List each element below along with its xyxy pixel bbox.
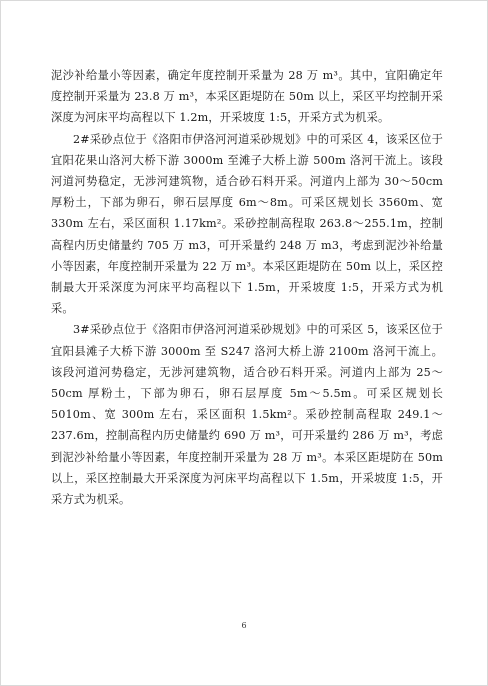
paragraph-continuation: 泥沙补给量小等因素，确定年度控制开采量为 28 万 m³。其中，宜阳确定年度控制开采量为 23.8 万 m³，本采区距堤防在 50m 以上，采区平均控制开采深度为河床平均高程以下 1.2m，开采坡度 1:5，开采方式为机采。 [51,69,443,125]
document-body [51,65,443,510]
paragraph-site-2: 2#采砂点位于《洛阳市伊洛河河道采砂规划》中的可采区 4，该采区位于宜阳花果山洛河大桥下游 3000m 至滩子大桥上游 500m 洛河干流上。该段河道河势稳定，无涉河建筑物，适合砂石料开采。河道内上部为 30～50cm 厚粉土，下部为卵石，卵石层厚度 6m～8m。可采区规划长 3560m、宽 330m 左右，采区面积 1.17km²。采砂控制高程取 263.8～255.1m，控制高程内历史储量约 705 万 m3，可开采量约 248 万 m3，考虑到泥沙补给量小等因素，年度控制开采量为 22 万 m³。本采区距堤防在 50m 以上，采区控制最大开采深度为河床平均高程以下 1.5m，开采坡度 1:5，开采方式为机采。 [51,132,443,316]
page-number: 6 [241,621,247,630]
paragraph-site-3: 3#采砂点位于《洛阳市伊洛河河道采砂规划》中的可采区 5，该采区位于宜阳县滩子大桥下游 3000m 至 S247 洛河大桥上游 2100m 洛河干流上。该段河道河势稳定，无涉河建筑物，适合砂石料开采。河道内上部为 25～50cm 厚粉土，下部为卵石，卵石层厚度 5m～5.5m。可采区规划长 5010m、宽 300m 左右，采区面积 1.5km²。采砂控制高程取 249.1～237.6m，控制高程内历史储量约 690 万 m³，可开采量约 286 万 m³，考虑到泥沙补给量小等因素，年度控制开采量为 28 万 m³。本采区距堤防在 50m 以上，采区控制最大开采深度为河床平均高程以下 1.5m，开采坡度 1:5，开采方式为机采。 [51,323,443,507]
